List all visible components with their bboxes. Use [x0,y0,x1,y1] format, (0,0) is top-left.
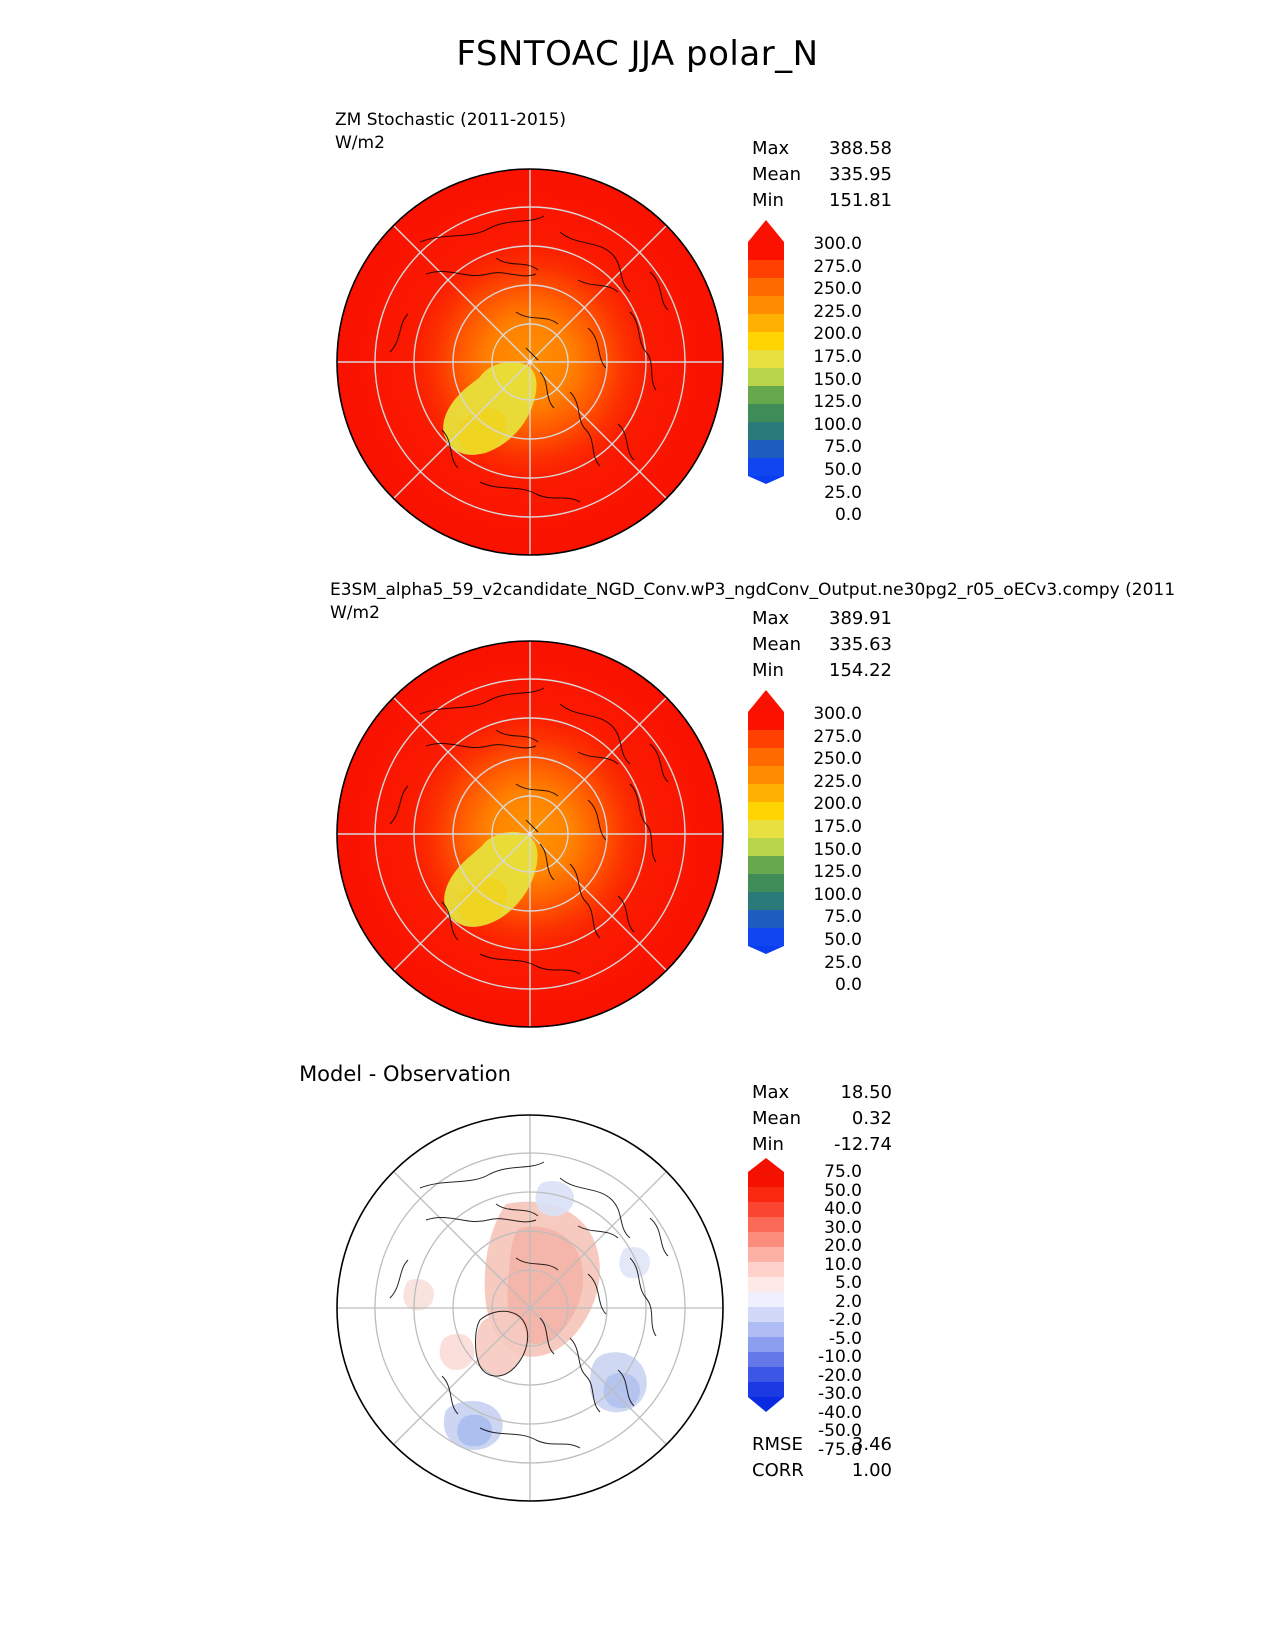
stat-value: 0.32 [851,1108,892,1129]
stat-row [752,1080,892,1106]
cbar-label: 25.0 [824,482,862,503]
cbar-label: -2.0 [828,1310,862,1330]
cbar-label: 75.0 [824,437,862,458]
panel-reference-units: W/m2 [330,603,380,623]
panel-test-units: W/m2 [335,133,385,153]
stat-label: Mean [752,1108,802,1129]
cbar-label: 250.0 [813,279,862,300]
colorbar-test [744,218,788,486]
cbar-label: -5.0 [828,1328,862,1349]
colorbar-reference [744,688,788,956]
stat-row [752,632,892,658]
cbar-label: 25.0 [824,952,862,973]
polar-map-reference [330,634,730,1034]
cbar-label: 200.0 [813,324,862,345]
panel-difference-stats [752,1080,892,1158]
colorbar-test-labels [798,233,862,527]
cbar-label: 200.0 [813,794,862,815]
cbar-label: 50.0 [824,929,862,950]
cbar-label: 75.0 [824,907,862,928]
cbar-label: 20.0 [824,1236,862,1256]
stat-row [752,162,892,188]
stat-row [752,606,892,632]
stat-label: Mean [752,164,802,185]
cbar-label: 275.0 [813,256,862,277]
stat-label: Max [752,1082,790,1103]
stat-label: CORR [752,1460,804,1481]
polar-map-test [330,162,730,562]
stat-value: 1.00 [851,1460,892,1481]
panel-test [0,100,1275,570]
cbar-label: 225.0 [813,771,862,792]
cbar-label: 0.0 [834,975,862,996]
cbar-label: -75.0 [818,1439,862,1460]
panel-reference [0,572,1275,1042]
colorbar-difference [744,1156,788,1414]
stat-label: Max [752,138,790,159]
cbar-label: 0.0 [834,505,862,526]
stat-label: Min [752,660,784,681]
cbar-label: 125.0 [813,392,862,413]
stat-value: 335.63 [829,634,892,655]
cbar-label: 125.0 [813,862,862,883]
colorbar-reference-labels [798,703,862,997]
cbar-label: 175.0 [813,816,862,837]
panel-difference-title: Model - Observation [299,1062,511,1086]
stat-row [752,1106,892,1132]
cbar-label: 225.0 [813,301,862,322]
page-title: FSNTOAC JJA polar_N [456,34,819,74]
cbar-label: 40.0 [824,1199,862,1219]
cbar-label: -20.0 [818,1365,862,1386]
cbar-label: 175.0 [813,346,862,367]
panel-difference [0,1052,1275,1572]
cbar-label: 300.0 [813,234,862,254]
cbar-label: 275.0 [813,726,862,747]
stat-value: 3.46 [851,1434,892,1455]
cbar-label: -40.0 [818,1402,862,1423]
cbar-label: 50.0 [824,1180,862,1201]
cbar-label: 100.0 [813,884,862,905]
panel-reference-stats [752,606,892,684]
stat-row [752,1132,892,1158]
cbar-label: 75.0 [824,1162,862,1182]
cbar-label: -50.0 [818,1421,862,1441]
cbar-label: 30.0 [824,1217,862,1238]
stat-value: 389.91 [829,608,892,629]
cbar-label: 300.0 [813,704,862,724]
panel-reference-title: E3SM_alpha5_59_v2candidate_NGD_Conv.wP3_ngdConv_Output.ne30pg2_r05_oECv3.compy (2011 [330,580,1176,600]
colorbar-difference-labels [798,1163,862,1459]
stat-value: 151.81 [829,190,892,211]
stat-value: 154.22 [829,660,892,681]
stat-row [752,1458,892,1484]
panel-test-stats [752,136,892,214]
stat-label: Max [752,608,790,629]
stat-value: 18.50 [840,1082,892,1103]
stat-label: Min [752,190,784,211]
cbar-label: 250.0 [813,749,862,770]
stat-row [752,658,892,684]
cbar-label: 150.0 [813,369,862,390]
stat-label: RMSE [752,1434,803,1455]
cbar-label: 150.0 [813,839,862,860]
panel-difference-footer-stats [752,1432,892,1484]
cbar-label: -30.0 [818,1384,862,1404]
stat-row [752,188,892,214]
stat-label: Min [752,1134,784,1155]
cbar-label: 2.0 [834,1291,862,1312]
cbar-label: 50.0 [824,459,862,480]
cbar-label: 5.0 [834,1273,862,1293]
polar-map-difference [330,1108,730,1508]
stat-row [752,1432,892,1458]
cbar-label: 10.0 [824,1254,862,1275]
panel-test-title: ZM Stochastic (2011-2015) [335,110,567,130]
cbar-label: 100.0 [813,414,862,435]
cbar-label: -10.0 [818,1347,862,1367]
stat-label: Mean [752,634,802,655]
stat-value: 335.95 [829,164,892,185]
stat-value: -12.74 [833,1134,892,1155]
stat-value: 388.58 [829,138,892,159]
stat-row [752,136,892,162]
